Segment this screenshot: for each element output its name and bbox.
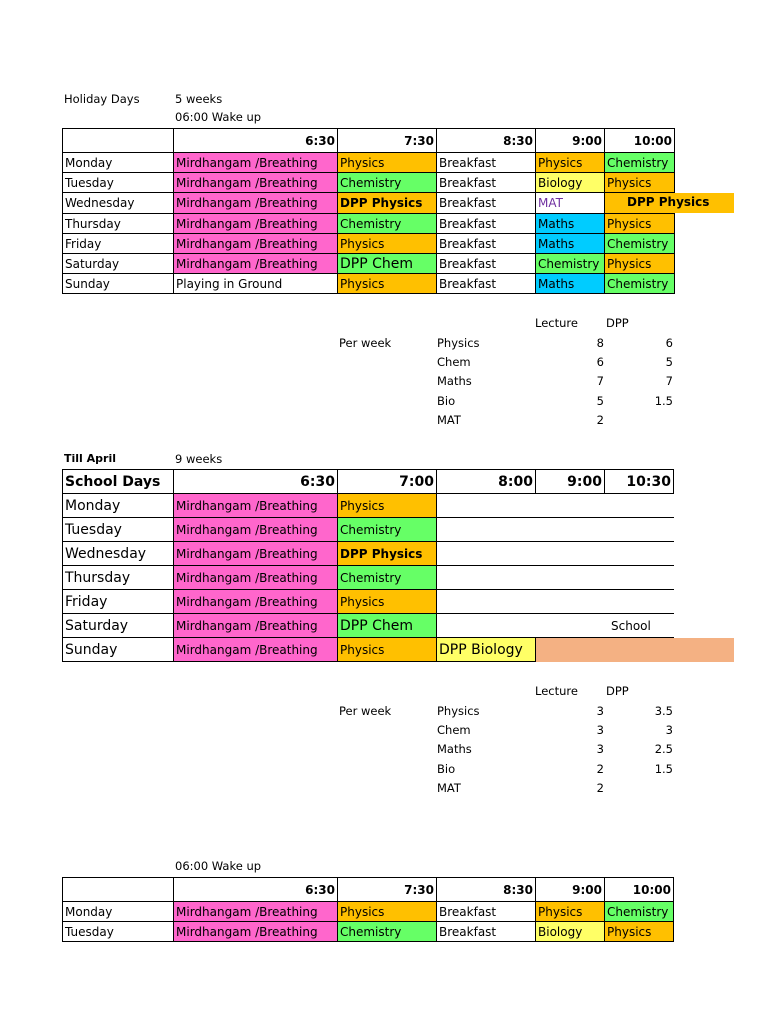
- time-header: 10:30: [605, 470, 674, 494]
- lecture-count: 2: [596, 762, 604, 776]
- subject-label: Maths: [437, 374, 472, 388]
- table-row: [63, 638, 674, 662]
- activity-cell-overflow: [605, 193, 710, 214]
- activity-cell: Physics: [605, 922, 674, 942]
- day-cell: Thursday: [63, 566, 174, 590]
- activity-cell: Chemistry: [536, 254, 605, 274]
- table-row: [63, 153, 675, 173]
- per-week-label: Per week: [339, 704, 392, 718]
- table-row: [63, 922, 674, 942]
- lecture-count: 8: [596, 336, 604, 350]
- table-row: [63, 494, 674, 518]
- dpp-count: 2.5: [654, 742, 673, 756]
- activity-cell: Breakfast: [437, 922, 536, 942]
- day-cell: Tuesday: [63, 922, 174, 942]
- table-row: [63, 173, 675, 193]
- activity-cell: Chemistry: [605, 234, 675, 254]
- activity-cell: Breakfast: [437, 254, 536, 274]
- salmon-block-extension: [672, 638, 734, 662]
- time-header: 6:30: [174, 878, 338, 902]
- day-cell: Saturday: [63, 254, 174, 274]
- subject-label: Maths: [437, 742, 472, 756]
- time-header: 10:00: [605, 878, 674, 902]
- per-week-label: Per week: [339, 336, 392, 350]
- activity-cell: Mirdhangam /Breathing: [174, 638, 338, 662]
- activity-cell: MAT: [536, 193, 605, 214]
- activity-cell: Biology: [536, 922, 605, 942]
- empty-cell: [437, 518, 674, 542]
- dpp-header: DPP: [606, 684, 629, 698]
- day-cell: Monday: [63, 153, 174, 173]
- activity-cell: Mirdhangam /Breathing: [174, 153, 338, 173]
- school-weeks: 9 weeks: [175, 452, 223, 466]
- activity-cell: Chemistry: [338, 922, 437, 942]
- subject-label: Bio: [437, 394, 456, 408]
- activity-cell: Chemistry: [338, 566, 437, 590]
- holiday-schedule-table: [62, 128, 710, 294]
- table-row: [63, 254, 675, 274]
- lecture-header: Lecture: [535, 316, 578, 330]
- corner-cell: [63, 878, 174, 902]
- dpp-count: 3.5: [654, 704, 673, 718]
- subject-label: MAT: [437, 413, 461, 427]
- activity-cell: Physics: [338, 153, 437, 173]
- activity-cell: Mirdhangam /Breathing: [174, 566, 338, 590]
- time-header: 8:30: [437, 129, 536, 153]
- table-row: [63, 234, 675, 254]
- time-header: 8:30: [437, 878, 536, 902]
- dpp-count: 5: [665, 355, 673, 369]
- activity-cell: Mirdhangam /Breathing: [174, 193, 338, 214]
- activity-cell: Physics: [338, 234, 437, 254]
- activity-cell: Physics: [338, 590, 437, 614]
- lecture-count: 2: [596, 781, 604, 795]
- day-cell: Friday: [63, 234, 174, 254]
- lecture-count: 7: [596, 374, 604, 388]
- dpp-count: 7: [665, 374, 673, 388]
- lecture-count: 3: [596, 704, 604, 718]
- subject-label: Chem: [437, 355, 471, 369]
- lecture-count: 3: [596, 723, 604, 737]
- dpp-count: 1.5: [654, 762, 673, 776]
- day-cell: Tuesday: [63, 518, 174, 542]
- dpp-count: 6: [665, 336, 673, 350]
- school-days-title: School Days: [63, 470, 174, 494]
- activity-cell: DPP Biology: [437, 638, 536, 662]
- activity-cell: DPP Chem: [338, 254, 437, 274]
- activity-cell: Maths: [536, 234, 605, 254]
- empty-cell: [437, 566, 674, 590]
- dpp-header: DPP: [606, 316, 629, 330]
- activity-cell: Chemistry: [338, 173, 437, 193]
- lecture-count: 6: [596, 355, 604, 369]
- activity-cell: DPP Physics: [338, 193, 437, 214]
- activity-cell: Mirdhangam /Breathing: [174, 173, 338, 193]
- subject-label: Physics: [437, 704, 480, 718]
- activity-cell: Breakfast: [437, 234, 536, 254]
- activity-cell: Chemistry: [338, 518, 437, 542]
- day-cell: Saturday: [63, 614, 174, 638]
- school-schedule-table: [62, 469, 674, 662]
- empty-cell: [437, 590, 674, 614]
- activity-cell: Mirdhangam /Breathing: [174, 590, 338, 614]
- time-header: 9:00: [536, 129, 605, 153]
- activity-cell: Physics: [536, 153, 605, 173]
- table-row: [63, 518, 674, 542]
- day-cell: Sunday: [63, 638, 174, 662]
- overflow-text: DPP Physics: [627, 195, 710, 209]
- dpp-count: 3: [665, 723, 673, 737]
- activity-cell: Breakfast: [437, 902, 536, 922]
- lecture-count: 2: [596, 413, 604, 427]
- activity-cell: Physics: [338, 274, 437, 294]
- empty-cell: [437, 494, 674, 518]
- time-header: 8:00: [437, 470, 536, 494]
- day-cell: Thursday: [63, 214, 174, 234]
- holiday-weeks: 5 weeks: [175, 92, 223, 106]
- activity-cell: Mirdhangam /Breathing: [174, 614, 338, 638]
- activity-cell: Chemistry: [338, 214, 437, 234]
- time-header: 9:00: [536, 878, 605, 902]
- table-row: [63, 274, 675, 294]
- activity-cell: Physics: [605, 173, 675, 193]
- activity-cell: Mirdhangam /Breathing: [174, 254, 338, 274]
- subject-label: Bio: [437, 762, 456, 776]
- activity-cell: Physics: [338, 494, 437, 518]
- lecture-header: Lecture: [535, 684, 578, 698]
- dpp-count: 1.5: [654, 394, 673, 408]
- activity-cell: Breakfast: [437, 193, 536, 214]
- activity-cell: Mirdhangam /Breathing: [174, 542, 338, 566]
- time-header: 6:30: [174, 470, 338, 494]
- activity-cell: Mirdhangam /Breathing: [174, 922, 338, 942]
- activity-cell: Breakfast: [437, 214, 536, 234]
- table-row: [63, 193, 675, 214]
- day-cell: Wednesday: [63, 542, 174, 566]
- day-cell: Monday: [63, 494, 174, 518]
- day-cell: Friday: [63, 590, 174, 614]
- activity-cell: Physics: [338, 638, 437, 662]
- time-header: 7:30: [338, 878, 437, 902]
- activity-cell: DPP Chem: [338, 614, 437, 638]
- activity-cell: Chemistry: [605, 153, 675, 173]
- activity-cell: Breakfast: [437, 153, 536, 173]
- school-label: School: [437, 614, 674, 638]
- time-header: 7:30: [338, 129, 437, 153]
- table-row: [63, 542, 674, 566]
- holiday-wake-up: 06:00 Wake up: [175, 110, 262, 124]
- salmon-block: [536, 638, 674, 662]
- time-header: 7:00: [338, 470, 437, 494]
- activity-cell: Maths: [536, 274, 605, 294]
- activity-cell: Physics: [536, 902, 605, 922]
- till-april-label: Till April: [64, 452, 116, 465]
- table-row: [63, 590, 674, 614]
- table-row: [63, 902, 674, 922]
- table-row: [63, 614, 674, 638]
- activity-cell: Mirdhangam /Breathing: [174, 902, 338, 922]
- empty-cell: [437, 542, 674, 566]
- activity-cell: Mirdhangam /Breathing: [174, 494, 338, 518]
- table-row: [63, 566, 674, 590]
- lecture-count: 5: [596, 394, 604, 408]
- subject-label: MAT: [437, 781, 461, 795]
- lecture-count: 3: [596, 742, 604, 756]
- time-header: 10:00: [605, 129, 675, 153]
- third-wake-up: 06:00 Wake up: [175, 859, 262, 873]
- subject-label: Physics: [437, 336, 480, 350]
- activity-cell: Maths: [536, 214, 605, 234]
- activity-cell: Physics: [605, 254, 675, 274]
- day-cell: Wednesday: [63, 193, 174, 214]
- activity-cell: Chemistry: [605, 274, 675, 294]
- day-cell: Monday: [63, 902, 174, 922]
- activity-cell: DPP Physics: [338, 542, 437, 566]
- activity-cell: Physics: [605, 214, 675, 234]
- day-cell: Tuesday: [63, 173, 174, 193]
- subject-label: Chem: [437, 723, 471, 737]
- third-schedule-table: [62, 877, 674, 942]
- corner-cell: [63, 129, 174, 153]
- activity-cell: Breakfast: [437, 274, 536, 294]
- activity-cell: Physics: [338, 902, 437, 922]
- activity-cell: Mirdhangam /Breathing: [174, 234, 338, 254]
- activity-cell: Mirdhangam /Breathing: [174, 518, 338, 542]
- activity-cell: Chemistry: [605, 902, 674, 922]
- activity-cell: Mirdhangam /Breathing: [174, 214, 338, 234]
- time-header: 9:00: [536, 470, 605, 494]
- time-header: 6:30: [174, 129, 338, 153]
- activity-cell: Biology: [536, 173, 605, 193]
- activity-cell: Playing in Ground: [174, 274, 338, 294]
- activity-cell: Breakfast: [437, 173, 536, 193]
- table-row: [63, 214, 675, 234]
- holiday-title: Holiday Days: [64, 92, 140, 106]
- day-cell: Sunday: [63, 274, 174, 294]
